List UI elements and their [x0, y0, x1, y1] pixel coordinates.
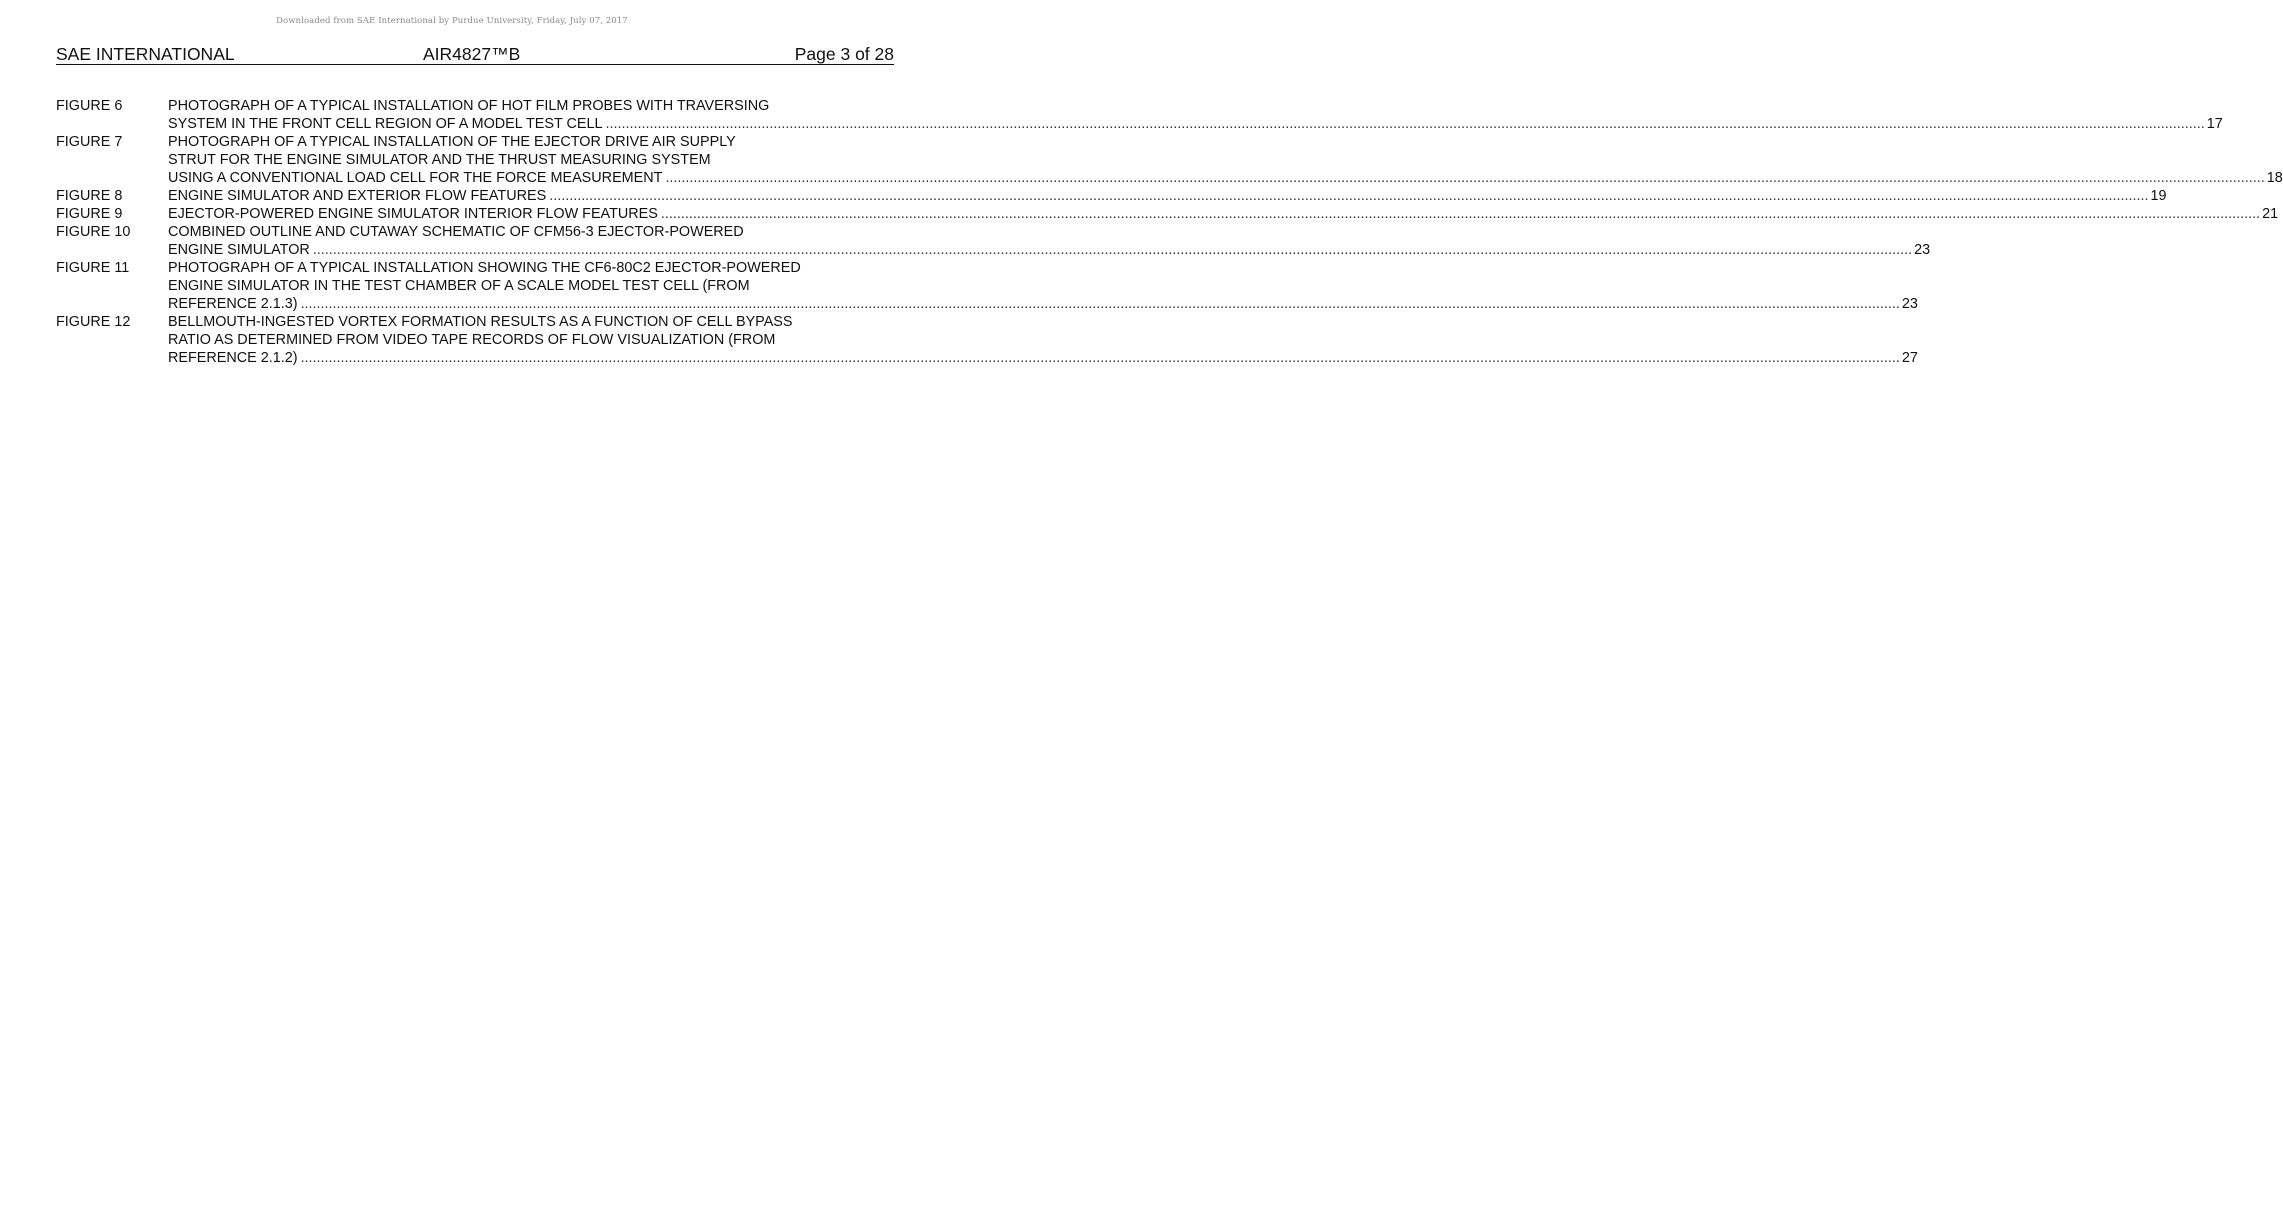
dot-leader: ................................................................................................................................................................................................................................................................................................................................................................................................................	[665, 170, 2265, 186]
toc-entry-page-number: 18	[2266, 170, 2283, 186]
toc-entry	[56, 133, 2283, 187]
toc-entry-title-last-line	[168, 169, 2283, 187]
toc-entry-title-last-line	[168, 205, 2279, 223]
toc-entry-page-number: 23	[1914, 242, 1931, 258]
toc-entry-page-number: 23	[1901, 296, 1918, 312]
toc-entry-label: FIGURE 10	[56, 224, 131, 240]
dot-leader: ................................................................................................................................................................................................................................................................................................................................................................................................................	[300, 350, 1900, 366]
toc-entry	[56, 223, 1931, 259]
dot-leader: ................................................................................................................................................................................................................................................................................................................................................................................................................	[549, 188, 2149, 204]
toc-entry	[56, 187, 2167, 205]
toc-entry-title-line: COMBINED OUTLINE AND CUTAWAY SCHEMATIC OF CFM56-3 EJECTOR-POWERED	[168, 224, 744, 240]
toc-entry-title	[168, 187, 2167, 205]
toc-entry-title-line: REFERENCE 2.1.3)	[168, 296, 298, 312]
header-document-id: AIR4827™B	[423, 44, 521, 64]
toc-entry-title	[168, 133, 2283, 187]
toc-entry-title-line: PHOTOGRAPH OF A TYPICAL INSTALLATION SHOWING THE CF6-80C2 EJECTOR-POWERED	[168, 260, 801, 276]
toc-entry-title-line: SYSTEM IN THE FRONT CELL REGION OF A MODEL TEST CELL	[168, 116, 603, 132]
download-notice: Downloaded from SAE International by Purdue University, Friday, July 07, 2017	[276, 16, 628, 26]
toc-entry-title	[168, 223, 1931, 259]
toc-entry-page-number: 19	[2150, 188, 2167, 204]
toc-entry	[56, 313, 1918, 367]
toc-entry-title-last-line	[168, 241, 1931, 259]
toc-entry-page-number: 27	[1901, 350, 1918, 366]
toc-entry-title-line: BELLMOUTH-INGESTED VORTEX FORMATION RESULTS AS A FUNCTION OF CELL BYPASS	[168, 314, 793, 330]
toc-entry-title-line: ENGINE SIMULATOR	[168, 242, 310, 258]
toc-entry-title-line: PHOTOGRAPH OF A TYPICAL INSTALLATION OF THE EJECTOR DRIVE AIR SUPPLY	[168, 134, 736, 150]
toc-entry-label: FIGURE 12	[56, 314, 131, 330]
header-page-number: Page 3 of 28	[794, 44, 894, 64]
toc-entry-title-last-line	[168, 187, 2167, 205]
dot-leader: ................................................................................................................................................................................................................................................................................................................................................................................................................	[300, 296, 1900, 312]
toc-entry-label: FIGURE 7	[56, 134, 123, 150]
toc-entry-title-line: REFERENCE 2.1.2)	[168, 350, 298, 366]
toc-entry-title	[168, 259, 1918, 313]
toc-entry-title-line: USING A CONVENTIONAL LOAD CELL FOR THE FORCE MEASUREMENT	[168, 170, 663, 186]
dot-leader: ................................................................................................................................................................................................................................................................................................................................................................................................................	[660, 206, 2261, 222]
toc-entry-label: FIGURE 6	[56, 98, 123, 114]
dot-leader: ................................................................................................................................................................................................................................................................................................................................................................................................................	[605, 116, 2205, 132]
toc-entry	[56, 259, 1918, 313]
toc-entry-title-line: RATIO AS DETERMINED FROM VIDEO TAPE RECORDS OF FLOW VISUALIZATION (FROM	[168, 332, 776, 348]
toc-entry-page-number: 17	[2206, 116, 2223, 132]
header-organization: SAE INTERNATIONAL	[56, 44, 235, 64]
toc-entry	[56, 205, 2279, 223]
toc-entry-title-line: PHOTOGRAPH OF A TYPICAL INSTALLATION OF HOT FILM PROBES WITH TRAVERSING	[168, 98, 770, 114]
toc-entry-title-last-line	[168, 115, 2223, 133]
toc-entry-title	[168, 313, 1918, 367]
list-of-figures	[56, 97, 2283, 367]
toc-entry-label: FIGURE 9	[56, 206, 123, 222]
toc-entry-page-number: 21	[2262, 206, 2279, 222]
toc-entry-title	[168, 205, 2279, 223]
toc-entry-title-line: STRUT FOR THE ENGINE SIMULATOR AND THE THRUST MEASURING SYSTEM	[168, 152, 711, 168]
toc-entry-label: FIGURE 11	[56, 260, 130, 276]
toc-entry-title-line: ENGINE SIMULATOR AND EXTERIOR FLOW FEATURES	[168, 188, 547, 204]
toc-entry	[56, 97, 2223, 133]
toc-entry-label: FIGURE 8	[56, 188, 123, 204]
dot-leader: ................................................................................................................................................................................................................................................................................................................................................................................................................	[312, 242, 1913, 258]
toc-entry-title-last-line	[168, 349, 1918, 367]
toc-entry-title-last-line	[168, 295, 1918, 313]
toc-entry-title-line: EJECTOR-POWERED ENGINE SIMULATOR INTERIOR FLOW FEATURES	[168, 206, 658, 222]
toc-entry-title-line: ENGINE SIMULATOR IN THE TEST CHAMBER OF A SCALE MODEL TEST CELL (FROM	[168, 278, 750, 294]
toc-entry-title	[168, 97, 2223, 133]
page-header	[56, 44, 894, 65]
